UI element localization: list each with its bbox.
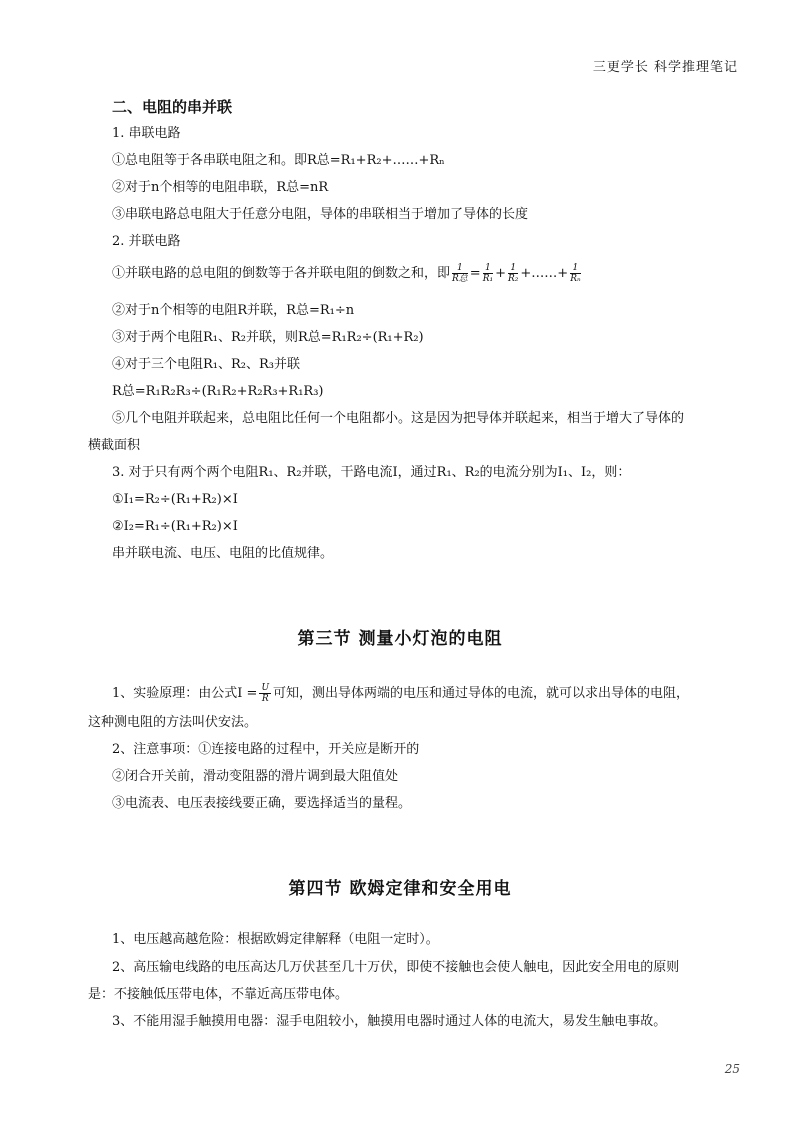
page-number: 25 <box>724 1062 740 1076</box>
text-line: ①I₁=R₂÷(R₁+R₂)×I <box>112 492 238 507</box>
text-line: 这种测电阻的方法叫伏安法。 <box>88 715 258 730</box>
text-line: ②I₂=R₁÷(R₁+R₂)×I <box>112 519 238 534</box>
text-line: 1. 串联电路 <box>112 126 181 141</box>
fraction-u-over-r: $\frac{U}{R}$ <box>261 683 270 704</box>
text-line: ①总电阻等于各串联电阻之和。即R总=R₁+R₂+……+Rₙ <box>112 153 445 168</box>
text-line: ④对于三个电阻R₁、R₂、R₃并联 <box>112 357 300 372</box>
formula-prefix: ①并联电路的总电阻的倒数等于各并联电阻的倒数之和，即 <box>112 266 451 281</box>
formula-line: ①并联电路的总电阻的倒数等于各并联电阻的倒数之和，即 $\frac{1}{\text{R总}}$ = $\frac{1}{\text{R₁}}$ + $\frac{1}{\text{R₂}}$ +……+ $\frac{1}{\text{Rₙ}}$ <box>112 263 581 284</box>
text-line: 2、高压输电线路的电压高达几万伏甚至几十万伏，即使不接触也会使人触电，因此安全用电的原则 <box>112 960 680 975</box>
running-header: 三更学长 科学推理笔记 <box>592 60 738 75</box>
formula-line: 1、实验原理：由公式I = $\frac{U}{R}$ 可知，测出导体两端的电压和通过导体的电流，就可以求出导体的电阻， <box>112 683 690 704</box>
text-line: ⑤几个电阻并联起来，总电阻比任何一个电阻都小。这是因为把导体并联起来，相当于增大了导体的 <box>112 411 685 426</box>
text-line: ③电流表、电压表接线要正确，要选择适当的量程。 <box>112 796 412 811</box>
fraction-r1: $\frac{1}{\text{R₁}}$ <box>482 263 494 284</box>
text-line: 1、电压越高越危险：根据欧姆定律解释（电阻一定时）。 <box>112 932 439 947</box>
text-line: ③串联电路总电阻大于任意分电阻，导体的串联相当于增加了导体的长度 <box>112 207 529 222</box>
text-line: 2、注意事项：①连接电路的过程中，开关应是断开的 <box>112 742 420 757</box>
text-line: 3. 对于只有两个两个电阻R₁、R₂并联，干路电流I，通过R₁、R₂的电流分别为I₁、I₂，则： <box>112 465 631 480</box>
fraction-rn: $\frac{1}{\text{Rₙ}}$ <box>570 263 581 284</box>
section-title: 第三节 测量小灯泡的电阻 <box>297 629 503 649</box>
text-line: 是：不接触低压带电体，不靠近高压带电体。 <box>88 987 349 1002</box>
section-title: 第四节 欧姆定律和安全用电 <box>288 879 512 899</box>
text-line: R总=R₁R₂R₃÷(R₁R₂+R₂R₃+R₁R₃) <box>112 384 324 399</box>
text-line: ②对于n个相等的电阻R并联，R总=R₁÷n <box>112 303 355 318</box>
text-line: ②闭合开关前，滑动变阻器的滑片调到最大阻值处 <box>112 769 399 784</box>
text-line: 串并联电流、电压、电阻的比值规律。 <box>112 546 334 561</box>
fraction-total: $\frac{1}{\text{R总}}$ <box>452 263 468 284</box>
section-heading: 二、电阻的串并联 <box>112 98 233 116</box>
text-line: 2. 并联电路 <box>112 234 181 249</box>
text-line: 3、不能用湿手触摸用电器：湿手电阻较小，触摸用电器时通过人体的电流大，易发生触电事故。 <box>112 1014 667 1029</box>
text-line: ②对于n个相等的电阻串联，R总=nR <box>112 180 329 195</box>
text-line: ③对于两个电阻R₁、R₂并联，则R总=R₁R₂÷(R₁+R₂) <box>112 330 424 345</box>
text-line: 横截面积 <box>88 438 141 453</box>
fraction-r2: $\frac{1}{\text{R₂}}$ <box>508 263 519 284</box>
